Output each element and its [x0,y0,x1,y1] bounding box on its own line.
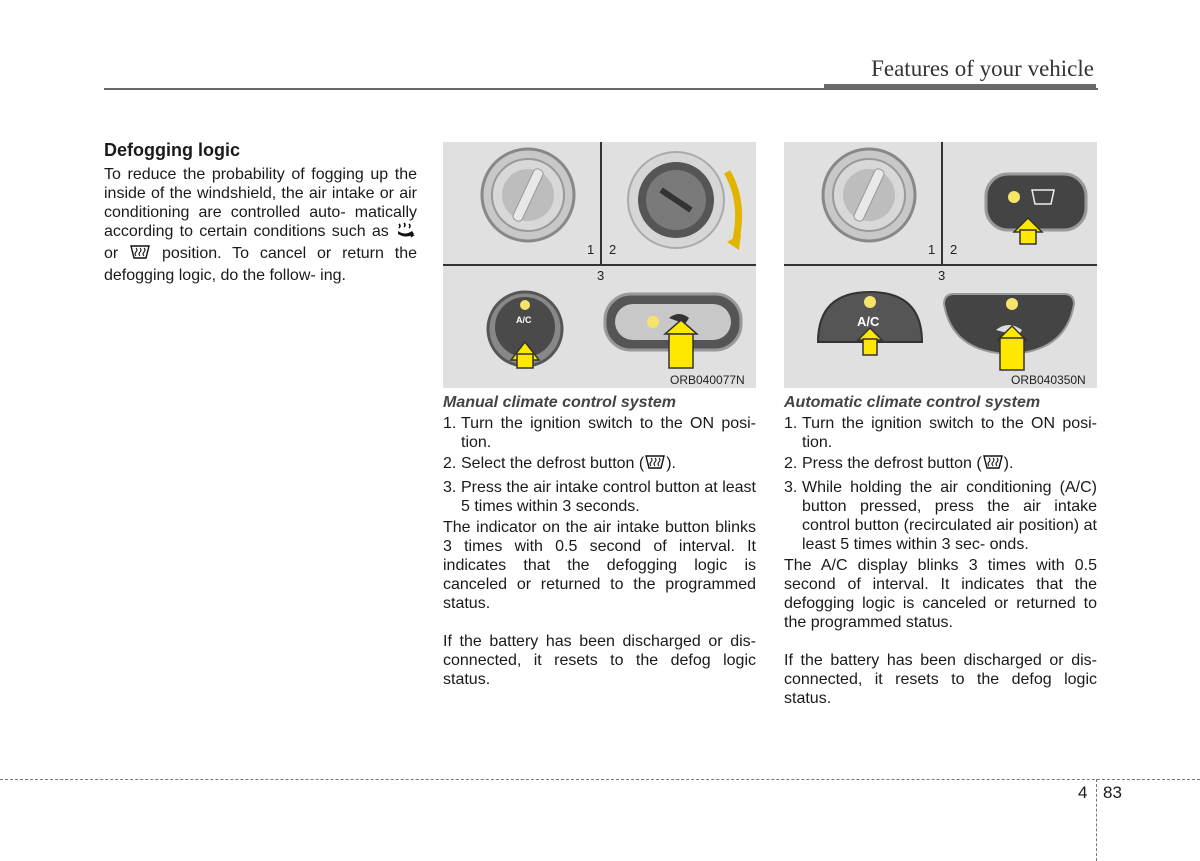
figure-code: ORB040350N [1011,373,1086,387]
list-item: 3. Press the air intake control button at least 5 times within 3 seconds. [443,479,756,515]
ac-label: A/C [516,315,532,325]
figure-automatic-climate [784,142,1097,388]
windshield-defrost-icon [982,454,1004,476]
windshield-defrost-icon [644,454,666,476]
floor-defrost-icon [395,222,417,244]
manual-para-2: If the battery has been discharged or dis- connected, it resets to the defog logic status. [443,633,756,688]
page-number: 83 [1103,783,1122,802]
intro-text-after: position. To cancel or return the defogging logic, do the follow- ing. [104,245,418,284]
manual-steps [443,414,756,516]
manual-para-1: The indicator on the air intake button blinks 3 times with 0.5 second of interval. It indicates that the defogging logic is canceled or returned to the programmed status. [443,519,756,612]
figure-manual-climate [443,142,756,388]
footer-divider [1096,779,1097,861]
air-intake-button-icon [605,294,741,368]
automatic-steps [784,414,1097,554]
windshield-defrost-icon [129,244,151,266]
list-item: 3. While holding the air conditioning (A/C) button pressed, press the air intake control button (recirculated air position) at least 5 times within 3 sec- onds. [784,479,1097,553]
intro-paragraph [104,165,417,285]
section-title: Defogging logic [104,140,240,160]
chapter-number: 4 [1078,783,1088,802]
manual-caption: Manual climate control system [443,394,676,411]
list-item: 1. Turn the ignition switch to the ON posi- tion. [443,415,756,451]
figure-label-3: 3 [597,268,605,283]
list-item: 2. Select the defrost button ( ). [443,454,756,476]
automatic-para-1: The A/C display blinks 3 times with 0.5 second of interval. It indicates that the defogging logic is canceled or returned to the programmed status. [784,557,1097,631]
mode-knob-icon [628,152,741,250]
automatic-caption: Automatic climate control system [784,394,1041,411]
ac-label: A/C [857,314,880,329]
list-item: 1. Turn the ignition switch to the ON posi- tion. [784,415,1097,451]
running-header: Features of your vehicle [871,56,1094,81]
figure-label-2: 2 [609,242,617,257]
figure-label-1: 1 [928,242,936,257]
air-intake-button-icon [944,294,1074,370]
intro-text-or: or [104,245,119,262]
ignition-switch-icon [823,149,915,241]
footer-rule [0,779,1200,780]
automatic-section [784,394,1097,708]
ignition-switch-icon [482,149,574,241]
figure-label-3: 3 [938,268,946,283]
figure-label-2: 2 [950,242,958,257]
figure-label-1: 1 [587,242,595,257]
manual-section [443,394,756,689]
intro-text-before: To reduce the probability of fogging up the inside of the windshield, the air intake or air conditioning are controlled auto- matically according to certain conditions such as [104,166,417,240]
header-rule-accent [824,84,1096,89]
automatic-para-2: If the battery has been discharged or dis- connected, it resets to the defog logic status. [784,652,1097,707]
ac-button-icon [488,292,562,368]
figure-code: ORB040077N [670,373,745,387]
defrost-button-icon [986,174,1086,244]
list-item: 2. Press the defrost button ( ). [784,454,1097,476]
